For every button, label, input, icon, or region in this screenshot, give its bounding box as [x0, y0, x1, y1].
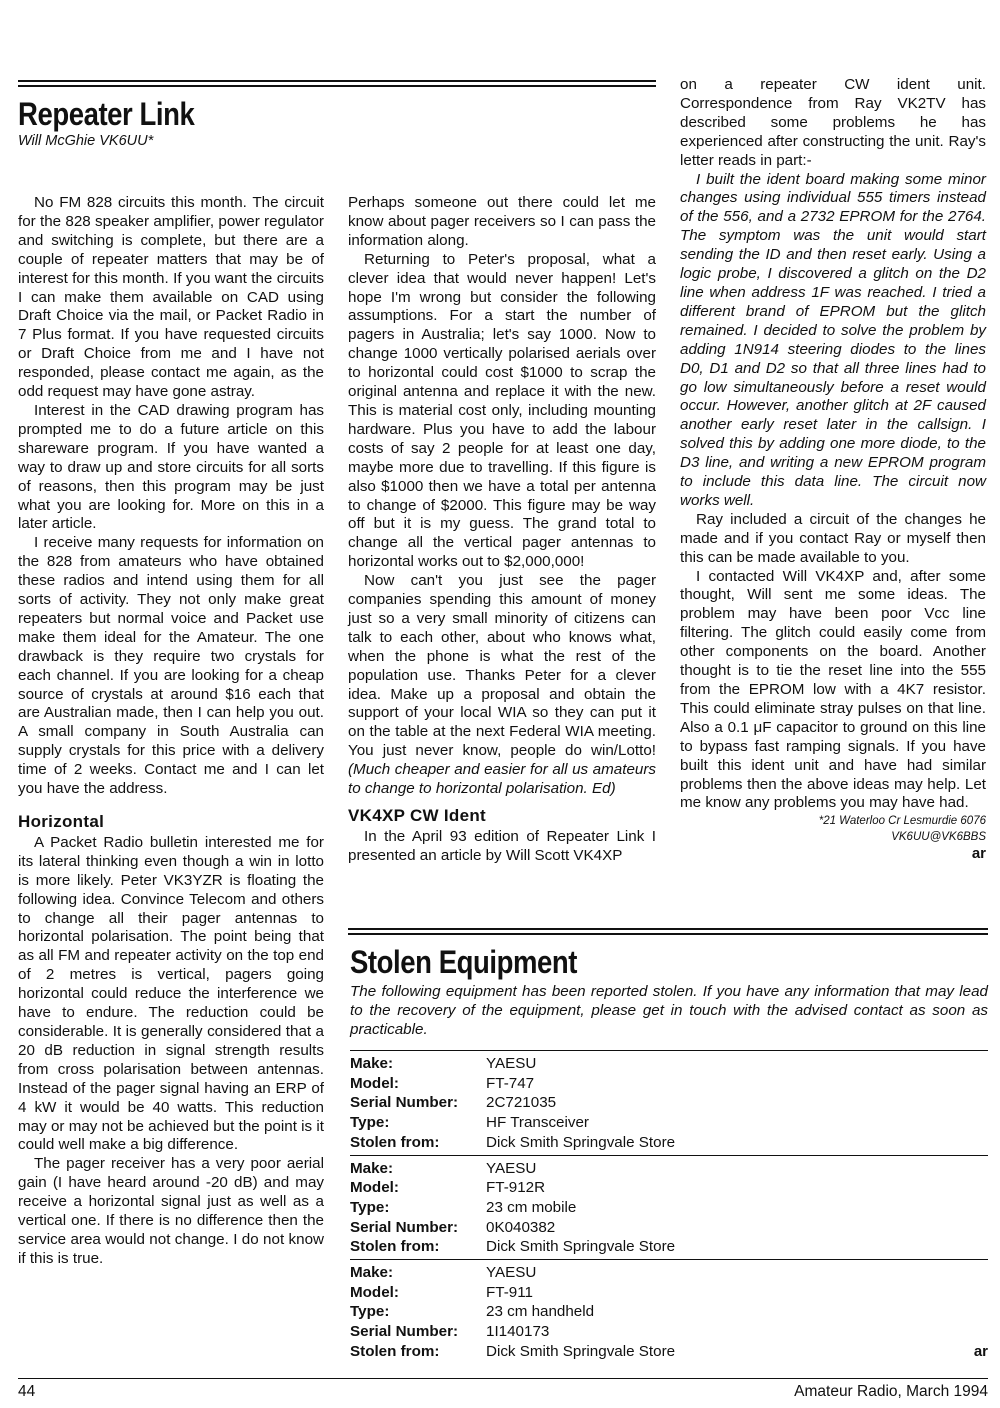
table-row [350, 1074, 988, 1094]
field-label: Type: [350, 1198, 390, 1216]
stolen-equipment-section [350, 944, 988, 1040]
table-row [350, 1054, 988, 1074]
column-2 [348, 194, 656, 866]
author-packet-address: VK6UU@VK6BBS [891, 831, 986, 844]
publication-line: Amateur Radio, March 1994 [794, 1383, 988, 1400]
field-label: Serial Number: [350, 1218, 459, 1236]
section-rule [348, 928, 988, 935]
field-value: HF Transceiver [486, 1114, 589, 1132]
table-row [350, 1237, 988, 1257]
column-3 [680, 76, 986, 864]
field-value: FT-747 [486, 1074, 535, 1092]
field-value: YAESU [486, 1264, 537, 1282]
subheading-vk4xp: VK4XP CW Ident [348, 806, 487, 825]
table-row [350, 1263, 988, 1283]
table-row [350, 1342, 988, 1362]
table-row [350, 1178, 988, 1198]
subheading-horizontal: Horizontal [18, 812, 105, 831]
field-value: FT-912R [486, 1179, 546, 1197]
field-label: Model: [350, 1074, 399, 1092]
field-label: Make: [350, 1264, 394, 1282]
field-value: Dick Smith Springvale Store [486, 1238, 676, 1256]
table-row [350, 1198, 988, 1218]
paragraph-text: Now can't you just see the pager companies spending this amount of money just so a very small minority of citizens can talk to each other, about who knows what, when the phone is what the rest of the population use. Thanks Peter for a clever idea. Make up a proposal and obtain the support of your local WIA so they can put it on the table at the next Federal WIA meeting. You just never know, people do win/Lotto! [348, 572, 656, 760]
field-label: Model: [350, 1179, 399, 1197]
paragraph [348, 572, 656, 799]
field-label: Make: [350, 1159, 394, 1177]
field-value: YAESU [486, 1055, 537, 1072]
paragraph: The pager receiver has a very poor aerial gain (I have heard around -20 dB) and may receive a horizontal signal just as well as a vertical one. If there is no difference then the service area would not change. I do not know if this is true. [18, 1155, 324, 1267]
paragraph: I receive many requests for information on the 828 from amateurs who have obtained these radios and intend using them for all sorts of activity. They not only make great repeaters but normal voice and Packet use make them ideal for the Amateur. The one drawback is they require two crystals for each channel. If you are looking for a cheap source of crystals at around $16 each that are Australian made, then I can help you out. A small company in South Australia can supply crystals for this price with a delivery time of 2 weeks. Contact me and I can let you have the address. [18, 534, 324, 798]
paragraph: In the April 93 edition of Repeater Link I presented an article by Will Scott VK4XP [348, 827, 656, 864]
field-value: Dick Smith Springvale Store [486, 1342, 676, 1360]
field-label: Make: [350, 1055, 394, 1072]
paragraph: I contacted Will VK4XP and, after some thought, Will sent me some ideas. The problem may have been poor Vcc line filtering. The glitch could easily come from other components on the board. Another thought is to tie the reset line into the 555 from the EPROM low with a 4K7 resistor. This could eliminate stray pulses on that line. Also a 0.1 μF capacitor to ground on this line to bypass fast ramping signals. If you have built this ident unit and have had similar problems then the above ideas may help. Let me know any problems you may have had. [680, 567, 986, 812]
field-value: 2C721035 [486, 1094, 557, 1112]
equipment-item [350, 1050, 988, 1155]
author-byline: Will McGhie VK6UU* [18, 133, 154, 149]
end-mark: ar [971, 845, 986, 863]
paragraph: Perhaps someone out there could let me know about pager receivers so I can pass the information along. [348, 194, 656, 249]
table-row [350, 1113, 988, 1133]
field-value: 1I140173 [486, 1323, 550, 1341]
field-value: Dick Smith Springvale Store [486, 1133, 676, 1151]
field-value: 23 cm handheld [486, 1303, 595, 1321]
table-row [350, 1093, 988, 1113]
paragraph: Ray included a circuit of the changes he made and if you contact Ray or myself then this can be made available to you. [680, 510, 986, 566]
field-label: Type: [350, 1303, 390, 1321]
table-row [350, 1302, 988, 1322]
equipment-item [350, 1259, 988, 1364]
table-row [350, 1218, 988, 1238]
field-label: Stolen from: [350, 1238, 440, 1256]
author-address: *21 Waterloo Cr Lesmurdie 6076 [818, 815, 986, 828]
column-1 [18, 194, 324, 1269]
field-label: Stolen from: [350, 1342, 440, 1360]
table-row [350, 1159, 988, 1179]
editor-note: (Much cheaper and easier for all us amateurs to change to horizontal polarisation. Ed) [348, 761, 656, 798]
quoted-letter: I built the ident board making some minor changes using individual 555 timers instead of the 556, and a 2732 EPROM for the 2764. The symptom was the unit would start sending the ID and then reset early. Using a logic probe, I discovered a glitch on the D2 line when address 1F was reached. I tried a different brand of EPROM but the glitch remained. I decided to solve the problem by adding 1N914 steering diodes to the lines D0, D1 and D2 so that all three lines had to go low simultaneously before a reset would occur. However, another glitch at 2F caused another early reset later in the callsign. I solved this by adding one more diode, to the D3 line, and writing a new EPROM program to include this data line. The circuit now works well. [680, 170, 986, 509]
equipment-item [350, 1155, 988, 1260]
paragraph: No FM 828 circuits this month. The circuit for the 828 speaker amplifier, power regulator and switching is complete, but there are a couple of repeater matters that may be of interest for this month. If you want the circuits I can make them available on CAD using Draft Choice via the mail, or Packet Radio in 7 Plus format. If you have requested circuits or Draft Choice from me and I have not responded, please contact me again, as the odd request may have gone astray. [18, 194, 324, 401]
field-label: Serial Number: [350, 1323, 459, 1341]
table-row [350, 1322, 988, 1342]
article-title: Repeater Link [18, 96, 195, 132]
page-number: 44 [18, 1383, 36, 1400]
field-value: FT-911 [486, 1283, 533, 1301]
paragraph: on a repeater CW ident unit. Correspondence from Ray VK2TV has described some problems he has experienced after constructing the unit. Ray's letter reads in part:- [680, 76, 986, 169]
field-label: Serial Number: [350, 1094, 459, 1112]
field-label: Stolen from: [350, 1133, 440, 1151]
paragraph: Interest in the CAD drawing program has prompted me to do a future article on this shareware program. If you have wanted a way to draw up and store circuits for all sorts of reasons, then this program may be just what you are looking for. More on this in a later article. [18, 401, 324, 533]
field-value: 0K040382 [486, 1218, 556, 1236]
table-row [350, 1283, 988, 1303]
section-title: Stolen Equipment [350, 944, 578, 980]
field-label: Type: [350, 1114, 390, 1132]
field-label: Model: [350, 1283, 399, 1301]
field-value: 23 cm mobile [486, 1198, 577, 1216]
top-rule [18, 80, 656, 87]
section-intro: The following equipment has been reported stolen. If you have any information that may lead to the recovery of the equipment, please get in touch with the advised contact as soon as practicable. [350, 983, 988, 1038]
table-row [350, 1133, 988, 1153]
article-header [18, 96, 223, 149]
footer-rule [18, 1378, 988, 1379]
field-value: YAESU [486, 1159, 537, 1177]
paragraph: Returning to Peter's proposal, what a clever idea that would never happen! Let's hope I'm wrong but consider the following assumptions. For a start the number of pagers in Australia; let's say 1000. Now to change 1000 vertically polarised aerials over to horizontal could cost $1000 to scrap the original antenna and replace it with the new. This is material cost only, including mounting hardware. Plus you have to add the labour costs of say 2 people for at least one day, maybe more due to travelling. If this figure is also $1000 then we have a total per antenna to change of $2000. This figure may be way off but it is my guess. The grand total to change all the vertical pager antennas to horizontal works out to $2,000,000! [348, 250, 656, 571]
equipment-list [350, 1050, 988, 1364]
end-mark: ar [973, 1342, 988, 1360]
paragraph: A Packet Radio bulletin interested me for its lateral thinking even though a win in lotto is more likely. Peter VK3YZR is floating the following idea. Convince Telecom and others to change all their pager antennas to horizontal polarisation. The point being that as all FM and repeater activity on the top end of 2 metres is vertical, pagers going horizontal could reduce the interference we have to endure. The reduction could be considerable. It is generally considered that a 20 dB reduction in signal strength results from cross polarisation between antennas. Instead of the pager signal having an ERP of 4 kW it would be 40 watts. This reduction may or may not be achieved but the point is it could well make a big difference. [18, 833, 324, 1154]
